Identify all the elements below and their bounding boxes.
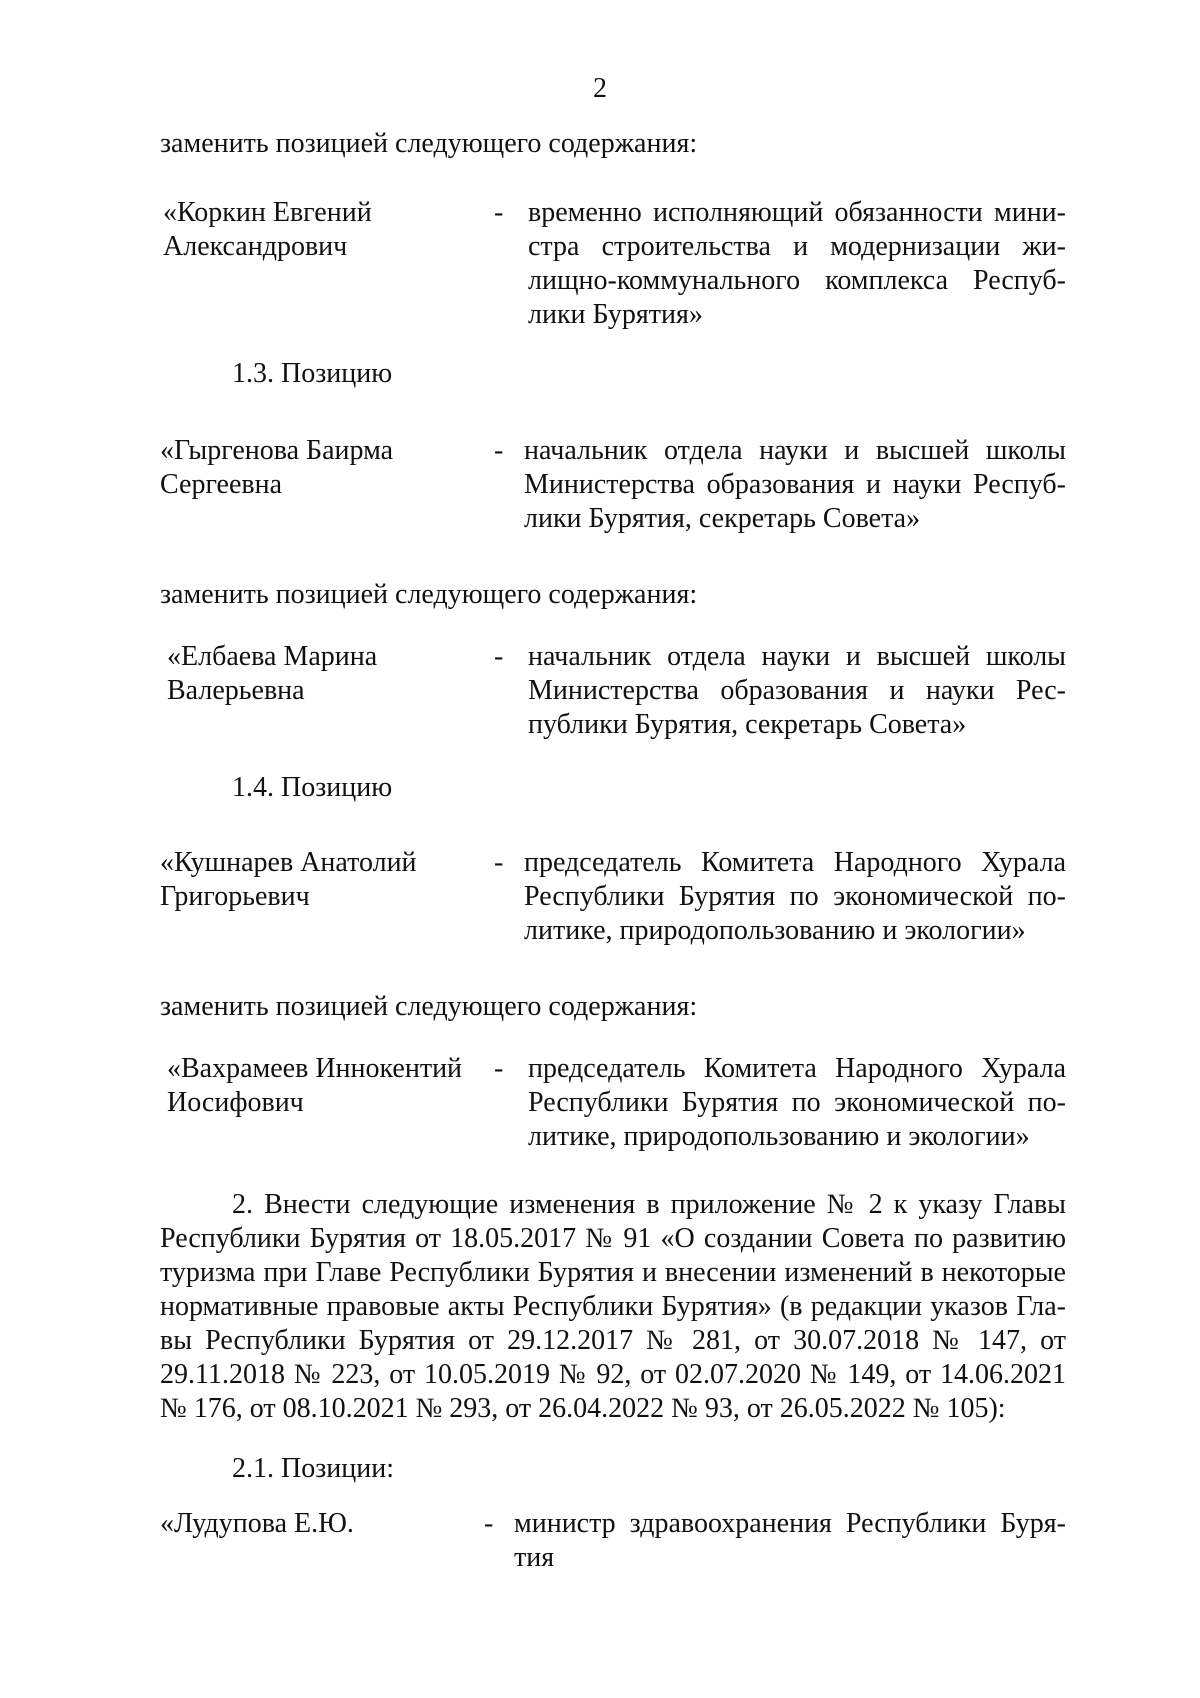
entry-dash: - [494, 197, 504, 228]
entry-desc-line: начальник отдела науки и высшей школы [524, 435, 1066, 466]
entry-name-line: «Лудупова Е.Ю. [160, 1508, 354, 1539]
paragraph-2 [160, 1188, 1066, 1426]
entry-desc-line: министр здравоохранения Республики Буря- [514, 1508, 1066, 1539]
entry-name-line: Валерьевна [167, 675, 305, 706]
entry-dash: - [494, 847, 504, 878]
entry-name-line: Иосифович [167, 1087, 304, 1118]
entry-dash: - [494, 1053, 504, 1084]
entry-desc-line: Республики Бурятия по экономической по- [524, 881, 1066, 912]
entry-desc-line: Министерства образования и науки Респуб- [524, 469, 1066, 500]
replace-instruction: заменить позицией следующего содержания: [160, 579, 698, 610]
section-heading-1-4: 1.4. Позицию [232, 772, 393, 803]
entry-desc-line: председатель Комитета Народного Хурала [528, 1053, 1066, 1084]
paragraph-line: № 176, от 08.10.2021 № 293, от 26.04.2022 № 93, от 26.05.2022 № 105): [160, 1393, 1006, 1424]
entry-name [163, 196, 372, 264]
entry-description [524, 434, 1066, 536]
entry-desc-line: лики Бурятия, секретарь Совета» [524, 503, 921, 534]
entry-description [528, 1052, 1066, 1154]
entry-desc-line: лики Бурятия» [528, 299, 703, 330]
paragraph-line: вы Республики Бурятия от 29.12.2017 № 281, от 30.07.2018 № 147, от [160, 1325, 1066, 1356]
entry-desc-line: тия [514, 1542, 555, 1573]
paragraph-line: 2. Внести следующие изменения в приложение № 2 к указу Главы [232, 1189, 1066, 1220]
paragraph-line: 29.11.2018 № 223, от 10.05.2019 № 92, от 02.07.2020 № 149, от 14.06.2021 [160, 1359, 1066, 1390]
entry-name [167, 1052, 462, 1120]
entry-description [528, 196, 1066, 332]
entry-name [160, 434, 393, 502]
entry-description [514, 1507, 1066, 1575]
entry-desc-line: стра строительства и модернизации жи- [528, 231, 1066, 262]
entry-desc-line: Республики Бурятия по экономической по- [528, 1087, 1066, 1118]
entry-name-line: «Елбаева Марина [167, 641, 378, 672]
entry-desc-line: литике, природопользованию и экологии» [528, 1121, 1030, 1152]
section-heading-1-3: 1.3. Позицию [232, 358, 393, 389]
entry-name-line: Александрович [163, 231, 348, 262]
entry-name [160, 846, 417, 914]
entry-description [524, 846, 1066, 948]
entry-name-line: «Коркин Евгений [163, 197, 372, 228]
entry-name-line: «Гыргенова Баирма [160, 435, 394, 466]
entry-desc-line: временно исполняющий обязанности мини- [528, 197, 1066, 228]
paragraph-line: Республики Бурятия от 18.05.2017 № 91 «О создании Совета по развитию [160, 1223, 1066, 1254]
entry-desc-line: Министерства образования и науки Рес- [528, 675, 1066, 706]
page-number: 2 [593, 73, 607, 104]
entry-desc-line: начальник отдела науки и высшей школы [528, 641, 1066, 672]
entry-name-line: «Вахрамеев Иннокентий [167, 1053, 463, 1084]
entry-name [160, 1507, 354, 1541]
section-heading-2-1: 2.1. Позиции: [232, 1453, 394, 1484]
entry-desc-line: публики Бурятия, секретарь Совета» [528, 709, 967, 740]
paragraph-line: туризма при Главе Республики Бурятия и внесении изменений в некоторые [160, 1257, 1066, 1288]
entry-name [167, 640, 377, 708]
entry-name-line: Григорьевич [160, 881, 310, 912]
entry-dash: - [484, 1508, 494, 1539]
entry-description [528, 640, 1066, 742]
replace-instruction: заменить позицией следующего содержания: [160, 128, 698, 159]
entry-name-line: «Кушнарев Анатолий [160, 847, 417, 878]
replace-instruction: заменить позицией следующего содержания: [160, 991, 698, 1022]
entry-name-line: Сергеевна [160, 469, 283, 500]
paragraph-line: нормативные правовые акты Республики Бурятия» (в редакции указов Гла- [160, 1291, 1066, 1322]
entry-dash: - [494, 641, 504, 672]
entry-dash: - [494, 435, 504, 466]
entry-desc-line: лищно-коммунального комплекса Респуб- [528, 265, 1066, 296]
entry-desc-line: председатель Комитета Народного Хурала [524, 847, 1066, 878]
entry-desc-line: литике, природопользованию и экологии» [524, 915, 1026, 946]
